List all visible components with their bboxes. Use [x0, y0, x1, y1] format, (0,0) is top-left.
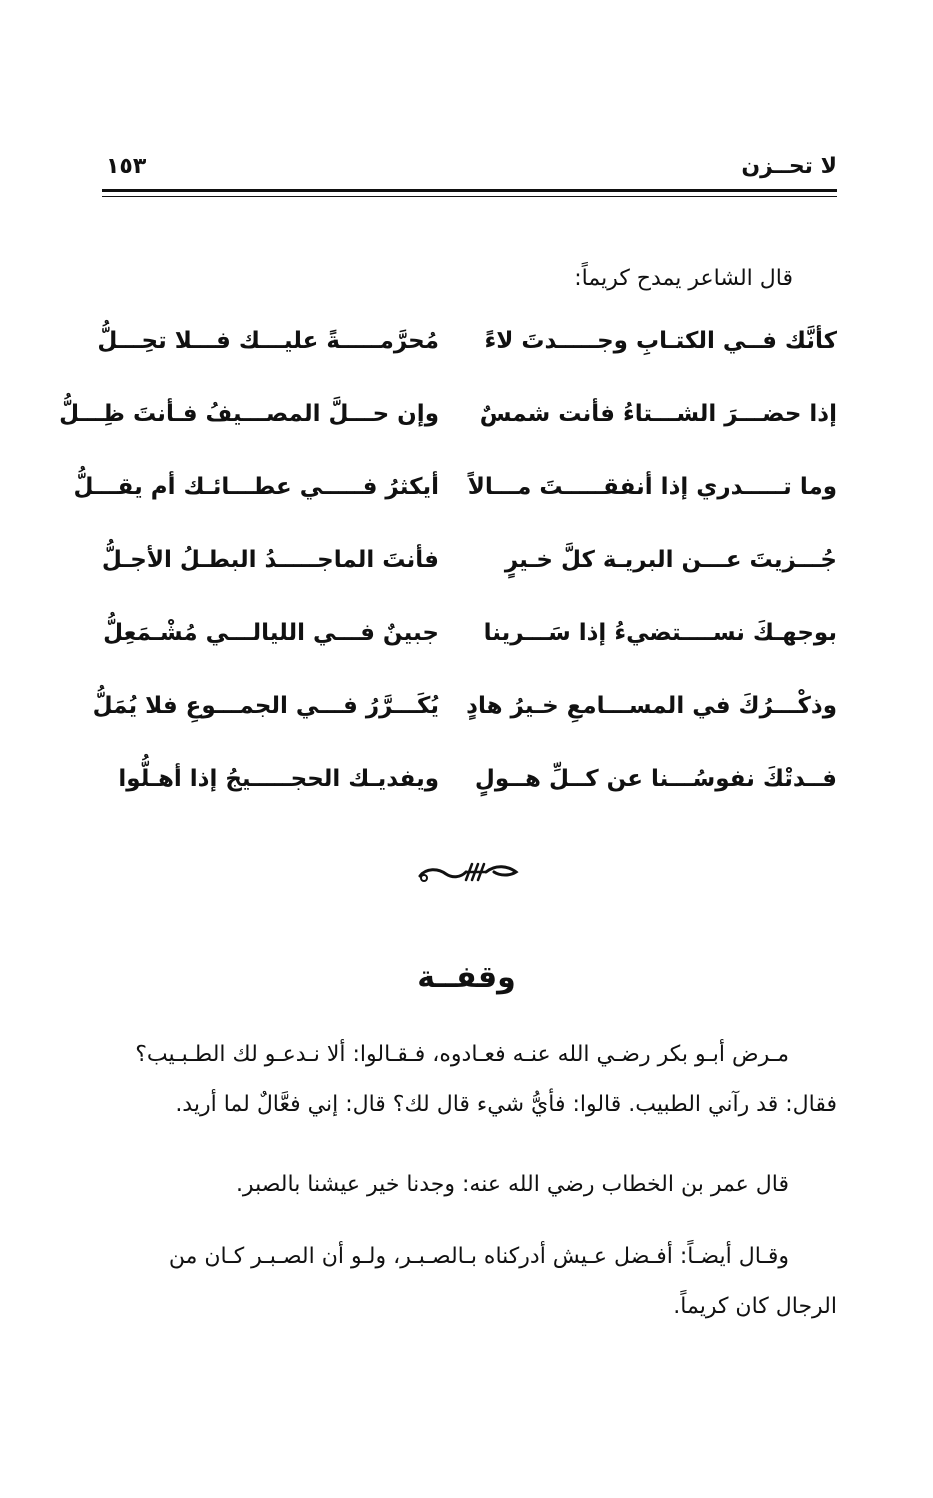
verse-first-hemistich: فــدتْكَ نفوسُـــنا عن كــلِّ هــولٍ — [474, 766, 837, 792]
verse-first-hemistich: كأنَّك فــي الكتـابِ وجـــــدتَ لاءً — [484, 328, 837, 354]
paragraph-line: فقال: قد رآني الطبيب. قالوا: فأيُّ شيء قال لك؟ قال: إني فعَّالٌ لما أريد. — [175, 1092, 837, 1117]
verse-first-hemistich: إذا حضـــرَ الشـــتاءُ فأنت شمسٌ — [479, 401, 837, 427]
verse-first-hemistich: بوجهـكَ نســــتضيءُ إذا سَـــرينا — [483, 620, 837, 646]
running-header — [102, 148, 837, 188]
paragraph — [102, 1160, 837, 1210]
paragraph — [102, 1232, 837, 1332]
flourish-ornament-icon — [416, 858, 520, 886]
verse-second-hemistich: فأنتَ الماجـــــدُ البطـلُ الأجـلُّ — [101, 547, 439, 573]
verse-second-hemistich: يُكَـــرَّرُ فـــي الجمـــوعِ فلا يُمَلُّ — [92, 693, 439, 719]
page-number: ١٥٣ — [106, 154, 147, 179]
verse-second-hemistich: جبينٌ فـــي الليالـــي مُشْـمَعِلُّ — [103, 620, 439, 646]
paragraph-line: وقـال أيضـاً: أفـضل عـيش أدركناه بـالصـبـر، ولـو أن الصـبـر كـان من — [168, 1244, 789, 1269]
paragraph-line: قال عمر بن الخطاب رضي الله عنه: وجدنا خير عيشنا بالصبر. — [235, 1172, 789, 1197]
verse-second-hemistich: أيكثرُ فـــــي عطـــائـك أم يقـــلُّ — [73, 474, 439, 500]
verse-second-hemistich: ويفديـك الحجـــــيجُ إذا أهـلُّوا — [118, 766, 439, 792]
poem — [59, 320, 837, 831]
verse-second-hemistich: وإن حـــلَّ المصـــيفُ فـأنتَ ظِـــلُّ — [59, 401, 439, 427]
poem-intro: قال الشاعر يمدح كريماً: — [574, 266, 793, 291]
header-rule-thick — [102, 189, 837, 192]
verse-row — [92, 685, 837, 758]
verse-first-hemistich: وما تـــــدري إذا أنفقـــــتَ مـــالاً — [467, 474, 837, 500]
verse-first-hemistich: وذكْـــرُكَ في المســـامعِ خـيرُ هادٍ — [466, 693, 837, 719]
verse-row — [97, 320, 837, 393]
paragraph — [102, 1030, 837, 1130]
section-title: وقفــة — [417, 960, 516, 995]
paragraph-line: الرجال كان كريماً. — [673, 1294, 837, 1319]
verse-second-hemistich: مُحرَّمـــــةً عليـــك فـــلا تحِـــلُّ — [97, 328, 439, 354]
verse-row — [102, 612, 837, 685]
header-rule-thin — [102, 196, 837, 197]
verse-row — [59, 393, 837, 466]
verse-row — [73, 466, 837, 539]
verse-row — [102, 758, 837, 831]
verse-row — [102, 539, 837, 612]
paragraph-line: مـرض أبـو بكر رضـي الله عنـه فعـادوه، فـقـالوا: ألا نـدعـو لك الطـبـيب؟ — [135, 1042, 789, 1067]
book-title: لا تحــزن — [741, 154, 837, 179]
verse-first-hemistich: جُـــزيتَ عـــن البريـة كلَّ خـيرٍ — [504, 547, 837, 573]
